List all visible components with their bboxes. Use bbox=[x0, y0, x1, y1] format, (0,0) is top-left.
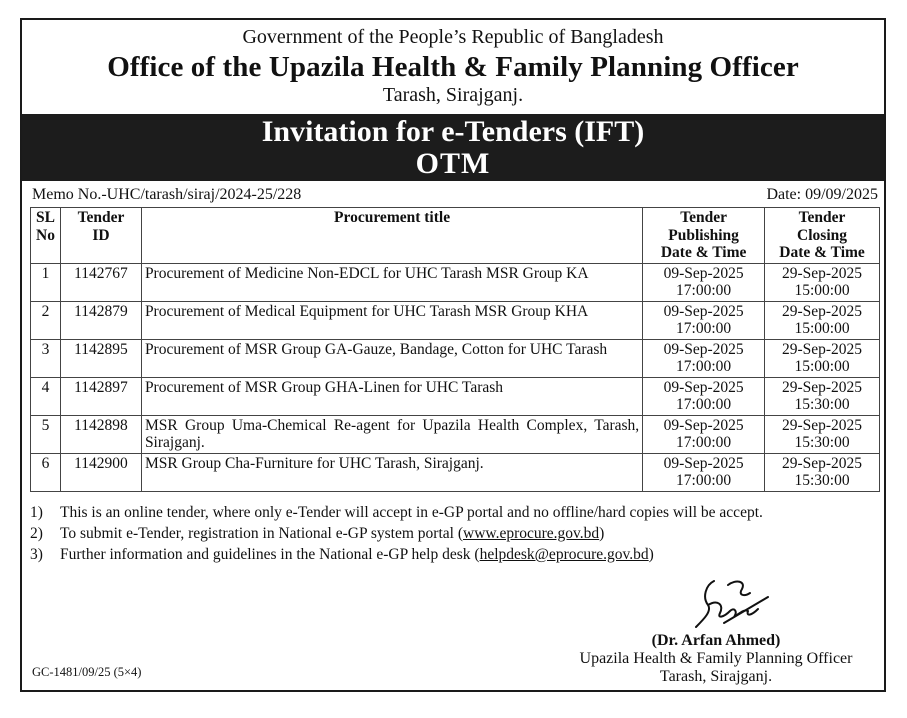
header-close-line2: Closing bbox=[797, 226, 848, 244]
header-pub-line3: Date & Time bbox=[660, 244, 747, 261]
cell-title: Procurement of MSR Group GA-Gauze, Bandage, Cotton for UHC Tarash bbox=[141, 339, 642, 377]
publishing-time: 17:00:00 bbox=[676, 358, 732, 375]
publishing-date: 09-Sep-2025 bbox=[663, 454, 744, 472]
tender-notice bbox=[20, 18, 886, 692]
cell-sl: 2 bbox=[31, 301, 61, 339]
government-line: Government of the People’s Republic of Bangladesh bbox=[242, 26, 664, 48]
office-name: Office of the Upazila Health & Family Planning Officer bbox=[107, 51, 799, 83]
closing-time: 15:30:00 bbox=[794, 472, 850, 489]
note-number: 1) bbox=[30, 504, 43, 521]
helpdesk-email-link[interactable]: helpdesk@eprocure.gov.bd bbox=[479, 546, 649, 563]
tender-table bbox=[30, 207, 880, 492]
notice-header bbox=[22, 25, 884, 106]
cell-tender-id: 1142767 bbox=[60, 263, 141, 301]
cell-publishing bbox=[643, 415, 765, 453]
cell-tender-id: 1142900 bbox=[60, 453, 141, 491]
memo-date: Date: 09/09/2025 bbox=[766, 186, 878, 203]
cell-title: Procurement of MSR Group GHA-Linen for UHC Tarash bbox=[141, 377, 642, 415]
publishing-date: 09-Sep-2025 bbox=[663, 264, 744, 282]
cell-publishing bbox=[643, 339, 765, 377]
publishing-date: 09-Sep-2025 bbox=[663, 302, 744, 320]
handwritten-signature-icon bbox=[684, 575, 774, 637]
table-row bbox=[31, 263, 880, 301]
header-pub-line1: Tender bbox=[680, 209, 727, 226]
closing-date: 29-Sep-2025 bbox=[781, 340, 863, 358]
note-text-after: ) bbox=[648, 546, 654, 563]
cell-tender-id: 1142898 bbox=[60, 415, 141, 453]
cell-title: Procurement of Medical Equipment for UHC Tarash MSR Group KHA bbox=[141, 301, 642, 339]
gc-code: GC-1481/09/25 (5×4) bbox=[32, 665, 142, 679]
banner-title: Invitation for e-Tenders (IFT) bbox=[261, 115, 645, 148]
header-id-line1: Tender bbox=[77, 209, 125, 226]
signatory-designation: Upazila Health & Family Planning Officer bbox=[579, 650, 853, 667]
closing-time: 15:30:00 bbox=[794, 434, 850, 451]
cell-title: MSR Group Uma-Chemical Re-agent for Upazila Health Complex, Tarash, Sirajganj. bbox=[141, 415, 642, 453]
note-text-before: Further information and guidelines in the National e-GP help desk ( bbox=[60, 546, 480, 563]
note-text-after: ) bbox=[599, 525, 605, 542]
cell-title: MSR Group Cha-Furniture for UHC Tarash, Sirajganj. bbox=[141, 453, 642, 491]
cell-closing bbox=[765, 263, 880, 301]
cell-publishing bbox=[643, 263, 765, 301]
closing-date: 29-Sep-2025 bbox=[781, 378, 863, 396]
cell-closing bbox=[765, 453, 880, 491]
eprocure-portal-link[interactable]: www.eprocure.gov.bd bbox=[463, 525, 600, 542]
cell-title: Procurement of Medicine Non-EDCL for UHC Tarash MSR Group KA bbox=[141, 263, 642, 301]
cell-closing bbox=[765, 377, 880, 415]
table-row bbox=[31, 339, 880, 377]
note-text: This is an online tender, where only e-Tender will accept in e-GP portal and no offline/hard copies will be accept. bbox=[60, 504, 763, 521]
note-text-before: To submit e-Tender, registration in National e-GP system portal ( bbox=[60, 525, 463, 542]
cell-publishing bbox=[643, 377, 765, 415]
note-text bbox=[60, 523, 882, 544]
publishing-time: 17:00:00 bbox=[676, 282, 732, 299]
header-sl-line2: No bbox=[36, 226, 55, 244]
signatory-name: (Dr. Arfan Ahmed) bbox=[651, 632, 781, 649]
note-number: 2) bbox=[30, 525, 43, 542]
header-procurement-title: Procurement title bbox=[141, 208, 642, 264]
memo-number: Memo No.-UHC/tarash/siraj/2024-25/228 bbox=[32, 186, 302, 203]
header-pub-line2: Publishing bbox=[668, 226, 739, 244]
note-item bbox=[30, 502, 882, 523]
signatory-block bbox=[556, 632, 876, 686]
table-row bbox=[31, 453, 880, 491]
cell-closing bbox=[765, 339, 880, 377]
note-text bbox=[60, 544, 882, 565]
cell-sl: 4 bbox=[31, 377, 61, 415]
closing-time: 15:00:00 bbox=[794, 320, 850, 337]
header-close-line3: Date & Time bbox=[779, 244, 865, 261]
cell-tender-id: 1142895 bbox=[60, 339, 141, 377]
closing-time: 15:30:00 bbox=[794, 396, 850, 413]
note-number: 3) bbox=[30, 546, 43, 563]
cell-sl: 6 bbox=[31, 453, 61, 491]
cell-closing bbox=[765, 415, 880, 453]
publishing-time: 17:00:00 bbox=[676, 396, 732, 413]
cell-tender-id: 1142897 bbox=[60, 377, 141, 415]
table-row bbox=[31, 415, 880, 453]
notes-list bbox=[30, 502, 882, 565]
closing-date: 29-Sep-2025 bbox=[781, 302, 863, 320]
cell-tender-id: 1142879 bbox=[60, 301, 141, 339]
header-closing bbox=[765, 208, 880, 264]
publishing-date: 09-Sep-2025 bbox=[663, 378, 744, 396]
table-header-row bbox=[31, 208, 880, 264]
publishing-time: 17:00:00 bbox=[676, 320, 732, 337]
signatory-location: Tarash, Sirajganj. bbox=[659, 668, 773, 685]
publishing-date: 09-Sep-2025 bbox=[663, 416, 744, 434]
header-close-line1: Tender bbox=[798, 209, 846, 226]
title-banner bbox=[22, 114, 884, 181]
header-tender-id bbox=[60, 208, 141, 264]
memo-row bbox=[32, 185, 878, 205]
closing-time: 15:00:00 bbox=[794, 358, 850, 375]
closing-time: 15:00:00 bbox=[794, 282, 850, 299]
office-location: Tarash, Sirajganj. bbox=[382, 84, 524, 106]
header-sl-line1: SL bbox=[36, 209, 55, 226]
banner-subtitle: OTM bbox=[415, 147, 491, 180]
header-sl bbox=[31, 208, 61, 264]
cell-publishing bbox=[643, 301, 765, 339]
closing-date: 29-Sep-2025 bbox=[781, 454, 863, 472]
header-id-line2: ID bbox=[92, 226, 110, 244]
note-item bbox=[30, 523, 882, 544]
cell-sl: 5 bbox=[31, 415, 61, 453]
note-item bbox=[30, 544, 882, 565]
publishing-time: 17:00:00 bbox=[676, 434, 732, 451]
table-row bbox=[31, 301, 880, 339]
table-row bbox=[31, 377, 880, 415]
cell-sl: 3 bbox=[31, 339, 61, 377]
header-publishing bbox=[643, 208, 765, 264]
closing-date: 29-Sep-2025 bbox=[781, 264, 863, 282]
cell-sl: 1 bbox=[31, 263, 61, 301]
cell-closing bbox=[765, 301, 880, 339]
cell-publishing bbox=[643, 453, 765, 491]
publishing-time: 17:00:00 bbox=[676, 472, 732, 489]
publishing-date: 09-Sep-2025 bbox=[663, 340, 744, 358]
closing-date: 29-Sep-2025 bbox=[781, 416, 863, 434]
